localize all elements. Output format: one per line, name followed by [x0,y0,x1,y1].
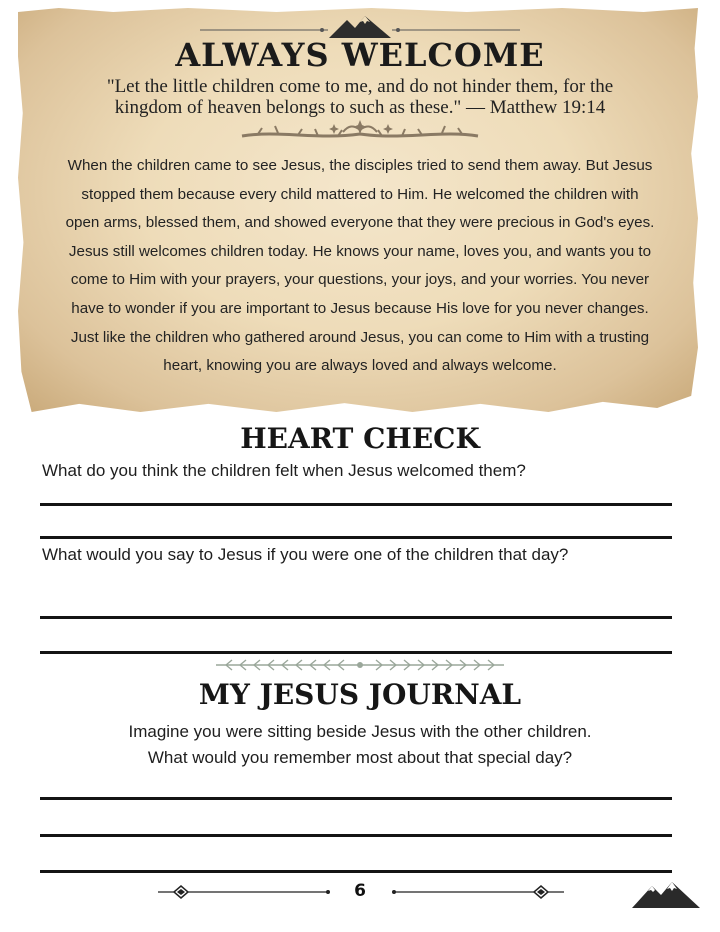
story-line: When the children came to see Jesus, the disciples tried to send them away. But Jesus [67,157,653,174]
story-line: heart, knowing you are always loved and always welcome. [163,357,557,375]
story-line: Jesus still welcomes children today. He knows your name, loves you, and wants you to [68,242,652,260]
answer-line[interactable] [40,536,672,539]
story-line: open arms, blessed them, and showed everyone that they were precious in God's eyes. [65,214,655,232]
page-number: 6 [354,881,366,901]
header-rule-right [392,27,520,33]
journal-line[interactable] [40,870,672,873]
journal-line[interactable] [40,797,672,800]
vine-ornament-icon [238,118,482,150]
journal-prompt [60,719,660,771]
mountain-icon [329,16,391,38]
heart-check-heading: HEART CHECK [240,422,480,455]
prompt-line: Imagine you were sitting beside Jesus with the other children. [128,722,592,741]
verse-line: kingdom of heaven belongs to such as these." — Matthew 19:14 [114,97,606,118]
footer-ornament-right [390,884,566,900]
answer-line[interactable] [40,651,672,654]
journal-line[interactable] [40,834,672,837]
answer-line[interactable] [40,503,672,506]
leaf-garland-icon [214,658,506,672]
story-paragraph [42,152,678,381]
story-line: have to wonder if you are important to Jesus because His love for you never changes. [71,299,649,317]
story-line: Just like the children who gathered around Jesus, you can come to Him with a trusting [70,328,650,346]
story-line: stopped them because every child mattered to Him. He welcomed the children with [81,185,639,203]
header-rule-left [200,27,328,33]
journal-heading: MY JESUS JOURNAL [198,678,522,711]
mountain-icon [632,880,700,908]
question-2: What would you say to Jesus if you were one of the children that day? [42,545,569,564]
verse-line: "Let the little children come to me, and do not hinder them, for the [106,76,614,97]
story-line: come to Him with your prayers, your questions, your joys, and your worries. You never [70,271,650,289]
answer-line[interactable] [40,616,672,619]
page-title: ALWAYS WELCOME [175,36,545,74]
question-1: What do you think the children felt when Jesus welcomed them? [42,461,526,480]
footer-ornament-left [156,884,332,900]
scripture-verse [60,76,660,118]
prompt-line: What would you remember most about that special day? [147,748,573,767]
